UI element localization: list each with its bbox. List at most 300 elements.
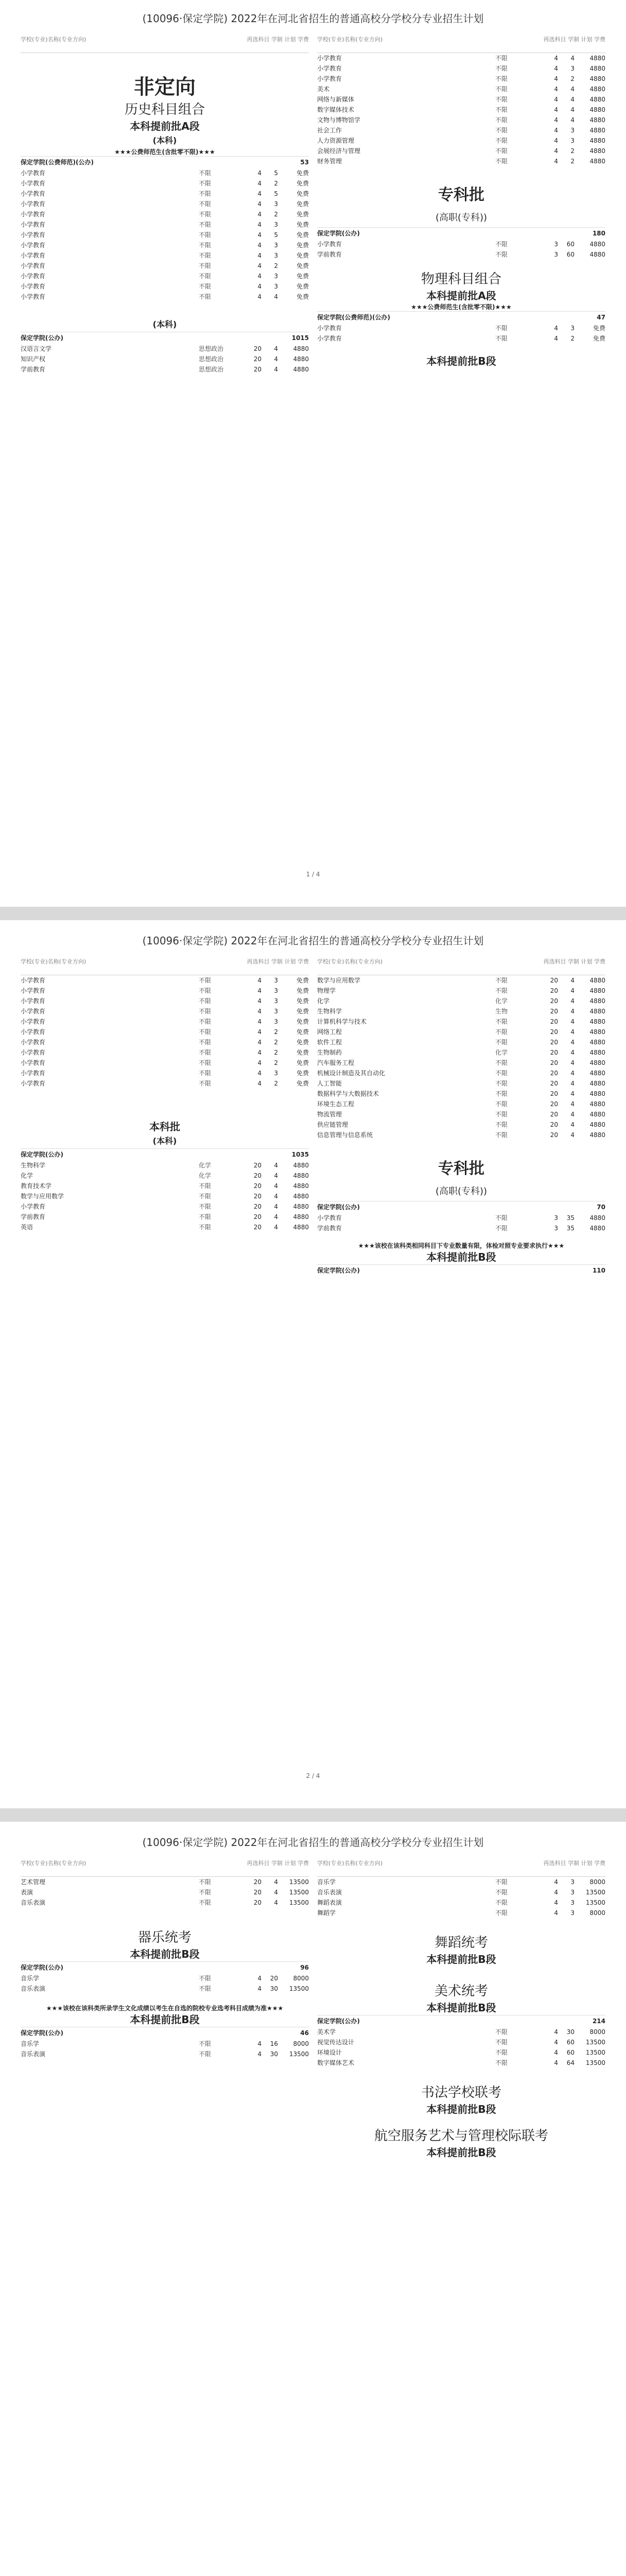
subject-requirement: 不限 [199, 1899, 212, 1906]
program-name: 财务管理 [317, 158, 342, 165]
tuition: 4880 [589, 116, 605, 124]
tuition: 免费 [296, 273, 309, 280]
tuition: 免费 [296, 283, 309, 290]
subject-requirement: 不限 [495, 1121, 508, 1128]
program-name: 机械设计制造及其自动化 [317, 1070, 386, 1077]
duration: 4 [554, 335, 558, 342]
quota: 4 [274, 1899, 278, 1906]
tuition: 8000 [293, 2040, 309, 2047]
quota: 4 [274, 293, 278, 300]
quota: 35 [566, 1214, 575, 1222]
subject-requirement: 不限 [495, 147, 508, 155]
quota: 3 [274, 977, 278, 984]
page-2 [21, 958, 605, 1752]
school-group: 保定学院(公费师范)(公办) 47 [317, 311, 605, 323]
table-row [317, 1027, 605, 1037]
duration: 20 [550, 1131, 558, 1139]
subject-requirement: 不限 [199, 2050, 212, 2058]
program-name: 生物科学 [21, 1162, 46, 1169]
tuition: 4880 [589, 1131, 605, 1139]
program-name: 学前教育 [317, 251, 342, 258]
quota: 60 [566, 251, 575, 258]
duration: 4 [257, 242, 262, 249]
table-row [21, 1078, 309, 1089]
subject-requirement: 不限 [495, 2059, 508, 2066]
quota: 3 [274, 273, 278, 280]
duration: 4 [257, 1039, 262, 1046]
table-header: 学校(专业)名称(专业方向) 再选科目 学制 计划 学费 [21, 958, 309, 975]
duration: 20 [550, 1070, 558, 1077]
school-group: 保定学院(公办) 214 [317, 2015, 605, 2027]
table-row [21, 1973, 309, 1984]
subject-requirement: 不限 [495, 1080, 508, 1087]
subject-requirement: 不限 [199, 211, 212, 218]
table-row [317, 2027, 605, 2037]
table-row [21, 230, 309, 240]
batch-title: 本科批 [149, 1121, 180, 1133]
tuition: 8000 [589, 1878, 605, 1886]
program-name: 环境设计 [317, 2049, 342, 2056]
table-row [21, 364, 309, 375]
quota: 2 [570, 147, 575, 155]
subject-requirement: 不限 [495, 1090, 508, 1097]
duration: 3 [554, 1214, 558, 1222]
table-row [317, 74, 605, 84]
duration: 20 [550, 1039, 558, 1046]
tuition: 4880 [293, 1182, 309, 1190]
quota: 2 [570, 75, 575, 82]
exam-category: 美术统考 [434, 1984, 488, 1999]
program-name: 小学教育 [21, 1070, 46, 1077]
quota: 4 [570, 55, 575, 62]
program-name: 小学教育 [317, 75, 342, 82]
subject-requirement: 不限 [495, 75, 508, 82]
quota: 30 [270, 1985, 278, 1992]
quota: 60 [566, 2049, 575, 2056]
tuition: 免费 [296, 211, 309, 218]
school-group: 保定学院(公费师范)(公办) 53 [21, 156, 309, 168]
table-row [21, 1984, 309, 1994]
subject-requirement: 不限 [495, 2039, 508, 2046]
program-list [317, 323, 605, 344]
program-name: 化学 [21, 1172, 33, 1179]
duration: 20 [550, 987, 558, 994]
quota: 3 [274, 221, 278, 228]
duration: 4 [554, 2059, 558, 2066]
duration: 20 [550, 1100, 558, 1108]
page-title: (10096·保定学院) 2022年在河北省招生的普通高校分学校分专业招生计划 [142, 1836, 484, 1849]
subject-requirement: 思想政治 [199, 345, 224, 352]
subject-requirement: 思想政治 [199, 366, 224, 373]
quota: 4 [570, 1090, 575, 1097]
tuition: 4880 [589, 65, 605, 72]
subject-requirement: 不限 [495, 2049, 508, 2056]
subject-requirement: 不限 [495, 2028, 508, 2036]
table-header: 学校(专业)名称(专业方向) 再选科目 学制 计划 学费 [317, 958, 605, 975]
program-name: 学前教育 [317, 1225, 342, 1232]
subject-requirement: 不限 [199, 283, 212, 290]
program-name: 小学教育 [21, 231, 46, 239]
tuition: 4880 [293, 366, 309, 373]
tuition: 4880 [589, 137, 605, 144]
table-row [317, 249, 605, 260]
duration: 4 [257, 273, 262, 280]
duration: 20 [253, 1878, 262, 1886]
subject-requirement: 不限 [495, 241, 508, 248]
duration: 4 [257, 1975, 262, 1982]
exam-category: 器乐统考 [137, 1930, 192, 1945]
quota: 4 [570, 86, 575, 93]
quota: 3 [274, 242, 278, 249]
program-list [21, 1877, 309, 1908]
quota: 3 [274, 1018, 278, 1025]
table-row [317, 986, 605, 996]
subject-requirement: 不限 [199, 1182, 212, 1190]
tuition: 13500 [585, 1899, 605, 1906]
quota: 4 [274, 1213, 278, 1221]
tuition: 13500 [289, 1985, 309, 1992]
program-name: 小学教育 [21, 221, 46, 228]
tuition: 4880 [589, 86, 605, 93]
table-row [317, 1047, 605, 1058]
school-group: 保定学院(公办) 1015 [21, 332, 309, 344]
tuition: 4880 [589, 997, 605, 1005]
program-name: 小学教育 [21, 1039, 46, 1046]
table-row [317, 2037, 605, 2047]
program-name: 学前教育 [21, 1213, 46, 1221]
batch-title: 本科提前批A段 [426, 290, 496, 302]
quota: 3 [274, 200, 278, 208]
duration: 4 [257, 1018, 262, 1025]
quota: 4 [274, 1878, 278, 1886]
duration: 4 [554, 116, 558, 124]
batch-title: 本科提前批B段 [130, 1948, 200, 1960]
header-right: 再选科目 学制 计划 学费 [247, 36, 309, 43]
quota: 16 [270, 2040, 278, 2047]
subject-requirement: 化学 [495, 1049, 508, 1056]
subject-requirement: 不限 [199, 1039, 212, 1046]
quota: 3 [274, 1008, 278, 1015]
school-group: 保定学院(公办) 1035 [21, 1148, 309, 1160]
level-label: (高职(专科)) [435, 1186, 488, 1197]
subject-requirement: 不限 [495, 335, 508, 342]
duration: 4 [257, 1028, 262, 1036]
tuition: 免费 [296, 252, 309, 259]
table-row [21, 1212, 309, 1222]
policy-note: ★★★公费师范生(含批零不限)★★★ [411, 303, 512, 311]
duration: 4 [257, 1985, 262, 1992]
quota: 3 [570, 1909, 575, 1917]
quota: 3 [570, 137, 575, 144]
subject-requirement: 不限 [199, 997, 212, 1005]
duration: 20 [253, 1193, 262, 1200]
subject-requirement: 化学 [199, 1162, 212, 1169]
subject-requirement: 不限 [199, 1889, 212, 1896]
subject-requirement: 不限 [199, 1070, 212, 1077]
batch-title: 本科提前批B段 [426, 2146, 496, 2159]
subject-requirement: 不限 [495, 116, 508, 124]
quota: 4 [570, 1049, 575, 1056]
duration: 4 [257, 2040, 262, 2047]
duration: 4 [257, 190, 262, 197]
program-name: 小学教育 [21, 1080, 46, 1087]
program-name: 人工智能 [317, 1080, 342, 1087]
policy-note: ★★★公费师范生(含批零不限)★★★ [114, 148, 215, 156]
quota: 4 [274, 366, 278, 373]
tuition: 4880 [589, 96, 605, 103]
table-row [317, 239, 605, 249]
program-name: 物流管理 [317, 1111, 342, 1118]
program-name: 音乐表演 [21, 2050, 46, 2058]
duration: 20 [253, 1172, 262, 1179]
table-row [21, 1006, 309, 1016]
duration: 20 [253, 1203, 262, 1210]
table-row [317, 1016, 605, 1027]
program-name: 学前教育 [21, 366, 46, 373]
table-row [21, 1897, 309, 1908]
duration: 4 [554, 1889, 558, 1896]
table-row [317, 2058, 605, 2068]
tuition: 免费 [296, 1080, 309, 1087]
quota: 4 [570, 106, 575, 113]
program-name: 小学教育 [21, 180, 46, 187]
tuition: 4880 [589, 1214, 605, 1222]
subject-requirement: 不限 [495, 1899, 508, 1906]
table-row [21, 292, 309, 302]
tuition: 4880 [589, 977, 605, 984]
subject-requirement: 不限 [495, 96, 508, 103]
page3-left-column [21, 1860, 309, 2059]
page-separator [0, 907, 626, 920]
program-name: 艺术管理 [21, 1878, 46, 1886]
quota: 3 [570, 1899, 575, 1906]
quota: 4 [570, 1070, 575, 1077]
subject-requirement: 不限 [495, 1214, 508, 1222]
duration: 4 [554, 1899, 558, 1906]
policy-note: ★★★该校在该科类所录学生文化成绩以考生在自选的院校专业选考科目成绩为准★★★ [46, 2005, 284, 2012]
duration: 4 [257, 262, 262, 269]
quota: 4 [274, 1172, 278, 1179]
program-name: 小学教育 [317, 55, 342, 62]
program-name: 计算机科学与技术 [317, 1018, 367, 1025]
duration: 4 [257, 2050, 262, 2058]
quota: 3 [274, 252, 278, 259]
tuition: 4880 [589, 241, 605, 248]
program-name: 物理学 [317, 987, 336, 994]
tuition: 免费 [296, 262, 309, 269]
tuition: 4880 [293, 1213, 309, 1221]
table-row [317, 125, 605, 135]
subject-requirement: 不限 [495, 977, 508, 984]
tuition: 4880 [589, 127, 605, 134]
tuition: 4880 [589, 1008, 605, 1015]
tuition: 4880 [293, 345, 309, 352]
tuition: 4880 [293, 1172, 309, 1179]
table-row [317, 135, 605, 146]
table-row [317, 84, 605, 94]
tuition: 4880 [589, 1028, 605, 1036]
table-row [21, 1222, 309, 1232]
quota: 2 [570, 158, 575, 165]
quota: 4 [274, 1182, 278, 1190]
program-name: 音乐表演 [21, 1899, 46, 1906]
program-name: 数据科学与大数据技术 [317, 1090, 379, 1097]
quota: 4 [570, 1111, 575, 1118]
duration: 20 [550, 977, 558, 984]
duration: 20 [550, 1049, 558, 1056]
duration: 4 [257, 1049, 262, 1056]
quota: 4 [570, 116, 575, 124]
program-name: 小学教育 [21, 252, 46, 259]
tuition: 免费 [296, 200, 309, 208]
quota: 2 [274, 262, 278, 269]
table-row [21, 986, 309, 996]
table-row [317, 105, 605, 115]
tuition: 4880 [293, 1224, 309, 1231]
batch-title: 本科提前批B段 [426, 355, 496, 367]
quota: 4 [570, 1039, 575, 1046]
page-3 [21, 1860, 605, 2576]
duration: 4 [257, 987, 262, 994]
subject-requirement: 不限 [495, 55, 508, 62]
quota: 35 [566, 1225, 575, 1232]
program-name: 生物科学 [317, 1008, 342, 1015]
page-title: (10096·保定学院) 2022年在河北省招生的普通高校分学校分专业招生计划 [142, 12, 484, 25]
program-name: 数学与应用数学 [317, 977, 361, 984]
school-group: 保定学院(公办) 180 [317, 227, 605, 239]
quota: 3 [274, 987, 278, 994]
quota: 4 [570, 977, 575, 984]
duration: 4 [554, 2039, 558, 2046]
subject-requirement: 不限 [199, 1008, 212, 1015]
program-name: 社会工作 [317, 127, 342, 134]
duration: 20 [550, 1111, 558, 1118]
page1-left-column [21, 36, 309, 375]
program-list [21, 168, 309, 302]
program-name: 小学教育 [21, 1018, 46, 1025]
subject-requirement: 不限 [199, 1018, 212, 1025]
program-name: 小学教育 [317, 241, 342, 248]
program-name: 网络与新媒体 [317, 96, 355, 103]
batch-title: 本科提前批B段 [426, 2002, 496, 2014]
table-row [317, 156, 605, 166]
table-row [21, 1887, 309, 1897]
subject-requirement: 不限 [495, 1225, 508, 1232]
program-name: 表演 [21, 1889, 33, 1896]
subject-requirement: 不限 [495, 127, 508, 134]
table-row [21, 261, 309, 271]
quota: 4 [570, 1080, 575, 1087]
subject-requirement: 不限 [495, 65, 508, 72]
table-header: 学校(专业)名称(专业方向) 再选科目 学制 计划 学费 [21, 1860, 309, 1877]
program-name: 小学教育 [21, 1028, 46, 1036]
subject-requirement: 不限 [495, 1028, 508, 1036]
quota: 3 [274, 997, 278, 1005]
tuition: 13500 [585, 2059, 605, 2066]
subject-requirement: 不限 [495, 325, 508, 332]
duration: 4 [257, 200, 262, 208]
duration: 3 [554, 1225, 558, 1232]
table-row [317, 1887, 605, 1897]
tuition: 免费 [296, 180, 309, 187]
subject-requirement: 不限 [495, 1059, 508, 1066]
program-name: 视觉传达设计 [317, 2039, 355, 2046]
tuition: 4880 [293, 355, 309, 363]
policy-note: ★★★该校在该科类相同科目下专业数量有限，体检对照专业要求执行★★★ [358, 1242, 565, 1249]
subject-requirement: 不限 [495, 1070, 508, 1077]
duration: 3 [554, 241, 558, 248]
tuition: 4880 [589, 1080, 605, 1087]
tuition: 免费 [296, 242, 309, 249]
program-name: 音乐学 [21, 1975, 40, 1982]
program-name: 小学教育 [21, 293, 46, 300]
program-list [21, 1973, 309, 1994]
duration: 20 [253, 1889, 262, 1896]
table-row [21, 2039, 309, 2049]
duration: 4 [554, 325, 558, 332]
duration: 4 [554, 75, 558, 82]
program-name: 小学教育 [21, 1059, 46, 1066]
table-row [21, 354, 309, 364]
exam-category: 舞蹈统考 [434, 1935, 488, 1951]
tuition: 13500 [585, 2049, 605, 2056]
program-name: 小学教育 [21, 273, 46, 280]
tuition: 免费 [296, 1059, 309, 1066]
duration: 4 [257, 1008, 262, 1015]
batch-title: 本科提前批B段 [426, 1251, 496, 1263]
subject-requirement: 不限 [199, 190, 212, 197]
quota: 3 [274, 283, 278, 290]
tuition: 免费 [296, 1039, 309, 1046]
table-row [317, 323, 605, 333]
table-row [317, 146, 605, 156]
exam-category: 书法学校联考 [421, 2085, 501, 2100]
quota: 2 [570, 335, 575, 342]
table-row [21, 1201, 309, 1212]
duration: 4 [554, 2049, 558, 2056]
program-list [317, 975, 605, 1140]
tuition: 4880 [589, 987, 605, 994]
program-name: 音乐表演 [317, 1889, 342, 1896]
duration: 3 [554, 251, 558, 258]
duration: 4 [554, 106, 558, 113]
section-title: 非定向 [134, 75, 196, 99]
quota: 4 [274, 1889, 278, 1896]
table-row [317, 1897, 605, 1908]
quota: 2 [274, 1028, 278, 1036]
duration: 4 [257, 1080, 262, 1087]
subject-group: 历史科目组合 [124, 102, 205, 117]
table-row [317, 1078, 605, 1089]
program-name: 小学教育 [317, 325, 342, 332]
subject-requirement: 不限 [199, 200, 212, 208]
duration: 20 [253, 1224, 262, 1231]
batch-title: 本科提前批B段 [426, 1953, 496, 1965]
page2-left-column [21, 958, 309, 1232]
program-name: 小学教育 [21, 283, 46, 290]
duration: 4 [554, 96, 558, 103]
quota: 4 [570, 1059, 575, 1066]
quota: 3 [570, 1878, 575, 1886]
quota: 64 [566, 2059, 575, 2066]
duration: 4 [257, 211, 262, 218]
level-label: (本科) [152, 1136, 177, 1146]
subject-requirement: 不限 [495, 1131, 508, 1139]
table-row [21, 1068, 309, 1078]
duration: 20 [253, 1213, 262, 1221]
table-row [317, 1908, 605, 1918]
program-name: 文物与博物馆学 [317, 116, 361, 124]
